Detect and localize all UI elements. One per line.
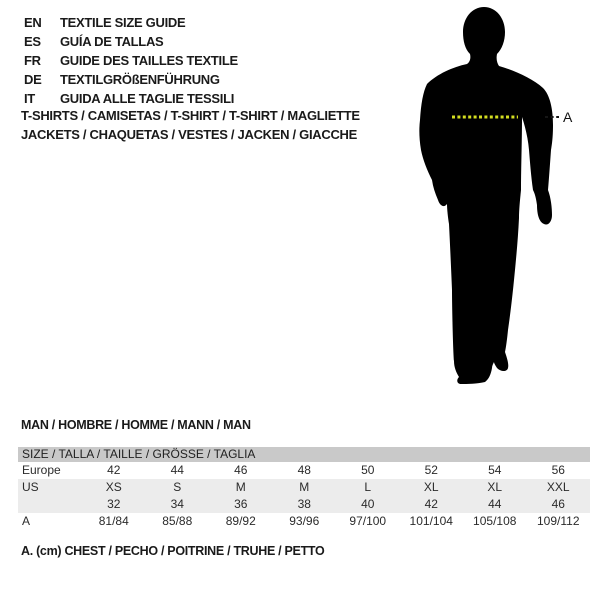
row-label: US — [22, 480, 39, 494]
table-cell: 105/108 — [473, 514, 517, 528]
row-label — [18, 496, 82, 513]
section-title-man: MAN / HOMBRE / HOMME / MANN / MAN — [21, 418, 251, 432]
language-label: GUÍA DE TALLAS — [60, 34, 164, 49]
measure-label-a: A — [563, 109, 573, 125]
size-table-header: SIZE / TALLA / TAILLE / GRÖSSE / TAGLIA — [18, 447, 590, 462]
table-cell: 109/112 — [537, 514, 580, 528]
table-cell: 81/84 — [98, 514, 129, 528]
language-row-es — [24, 32, 238, 51]
table-cell: M — [235, 480, 246, 494]
language-row-en — [24, 13, 238, 32]
table-cell: 44 — [170, 463, 184, 477]
man-silhouette — [419, 7, 553, 384]
table-cell: 50 — [361, 463, 375, 477]
language-code: ES — [24, 34, 41, 49]
table-cell: 97/100 — [349, 514, 387, 528]
category-jackets: JACKETS / CHAQUETAS / VESTES / JACKEN / GIACCHE — [21, 127, 357, 142]
table-cell: 36 — [234, 497, 248, 511]
table-cell: 40 — [361, 497, 375, 511]
table-cell: 93/96 — [289, 514, 320, 528]
table-cell: XL — [487, 480, 503, 494]
table-cell: 101/104 — [409, 514, 453, 528]
language-label: GUIDE DES TAILLES TEXTILE — [60, 53, 238, 68]
table-cell: 46 — [551, 497, 565, 511]
table-row-chest-a — [18, 513, 590, 530]
language-code: IT — [24, 91, 35, 106]
language-code: DE — [24, 72, 42, 87]
table-cell: 48 — [297, 463, 311, 477]
category-tshirts: T-SHIRTS / CAMISETAS / T-SHIRT / T-SHIRT / MAGLIETTE — [21, 108, 360, 123]
language-list — [24, 13, 238, 108]
table-cell: L — [364, 480, 372, 494]
man-figure — [395, 4, 580, 394]
table-cell: 89/92 — [225, 514, 256, 528]
table-cell: 32 — [107, 497, 121, 511]
table-cell: M — [299, 480, 310, 494]
size-table — [18, 447, 590, 530]
table-cell: S — [173, 480, 182, 494]
language-code: EN — [24, 15, 42, 30]
language-row-de — [24, 70, 238, 89]
table-cell: 85/88 — [162, 514, 193, 528]
language-row-fr — [24, 51, 238, 70]
language-label: TEXTILE SIZE GUIDE — [60, 15, 186, 30]
language-code: FR — [24, 53, 41, 68]
row-label: Europe — [22, 463, 61, 477]
table-row-us — [18, 479, 590, 496]
table-cell: 42 — [424, 497, 438, 511]
measurement-footnote: A. (cm) CHEST / PECHO / POITRINE / TRUHE / PETTO — [21, 544, 325, 558]
table-cell: XL — [423, 480, 439, 494]
language-label: GUIDA ALLE TAGLIE TESSILI — [60, 91, 235, 106]
language-label: TEXTILGRÖßENFÜHRUNG — [60, 72, 220, 87]
table-cell: 34 — [170, 497, 184, 511]
table-cell: 46 — [234, 463, 248, 477]
table-cell: XXL — [546, 480, 570, 494]
table-row-europe — [18, 462, 590, 479]
garment-categories — [21, 106, 360, 144]
table-cell: 54 — [488, 463, 502, 477]
table-cell: 42 — [107, 463, 121, 477]
table-cell: 44 — [488, 497, 502, 511]
table-cell: 38 — [297, 497, 311, 511]
table-row-numeric — [18, 496, 590, 513]
table-cell: 56 — [551, 463, 565, 477]
table-cell: 52 — [424, 463, 438, 477]
row-label: A — [22, 514, 31, 528]
table-cell: XS — [105, 480, 122, 494]
